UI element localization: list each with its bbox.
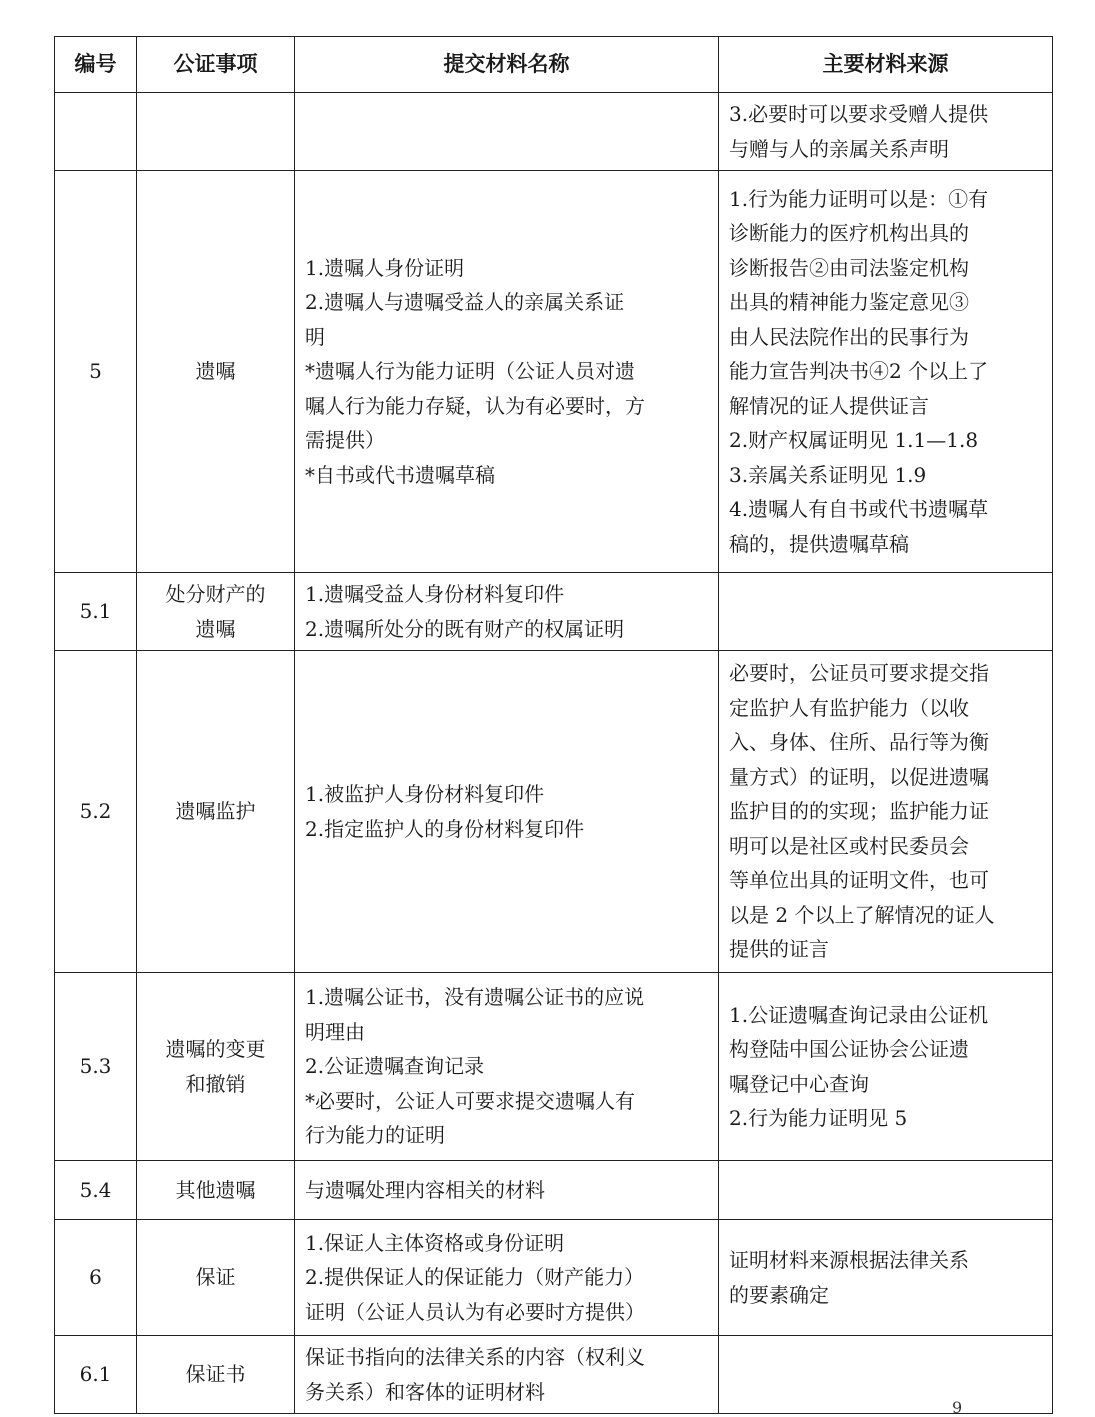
row-source bbox=[719, 1336, 1053, 1417]
source-line: 以是 2 个以上了解情况的证人 bbox=[729, 902, 995, 927]
header-notarization-item: 公证事项 bbox=[137, 37, 295, 93]
item-line: 遗嘱监护 bbox=[175, 799, 256, 824]
source-line: 定监护人有监护能力（以收 bbox=[729, 695, 969, 720]
row-source bbox=[719, 1161, 1053, 1220]
row-item bbox=[137, 1220, 295, 1336]
item-line: 处分财产的 bbox=[165, 582, 266, 606]
material-line: 明理由 bbox=[305, 1019, 365, 1044]
item-line: 其他遗嘱 bbox=[175, 1177, 256, 1202]
material-line: 行为能力的证明 bbox=[305, 1123, 445, 1148]
source-line: 构登陆中国公证协会公证遗 bbox=[729, 1037, 969, 1061]
source-line: 2.财产权属证明见 1.1—1.8 bbox=[729, 428, 979, 453]
source-line: 能力宣告判决书④2 个以上了 bbox=[729, 359, 989, 384]
table-row bbox=[55, 973, 1053, 1161]
item-line: 保证 bbox=[195, 1265, 236, 1290]
row-number: 5.4 bbox=[55, 1161, 137, 1220]
material-line: 2.公证遗嘱查询记录 bbox=[305, 1054, 485, 1079]
material-line: 2.提供保证人的保证能力（财产能力） bbox=[305, 1265, 645, 1290]
source-line: 稿的，提供遗嘱草稿 bbox=[729, 531, 909, 556]
item-line: 遗嘱的变更 bbox=[165, 1037, 266, 1061]
row-materials bbox=[295, 1220, 719, 1336]
source-line: 与赠与人的亲属关系声明 bbox=[729, 136, 949, 161]
source-line: 4.遗嘱人有自书或代书遗嘱草 bbox=[729, 497, 989, 522]
material-line: 1.遗嘱受益人身份材料复印件 bbox=[305, 582, 565, 606]
page-number: 9 bbox=[952, 1398, 963, 1417]
table-header-row bbox=[55, 37, 1053, 93]
item-line: 遗嘱 bbox=[195, 359, 236, 384]
material-line: 明 bbox=[305, 324, 325, 349]
table-row bbox=[55, 1336, 1053, 1414]
source-line: 量方式）的证明，以促进遗嘱 bbox=[729, 764, 989, 789]
source-line: 必要时，公证员可要求提交指 bbox=[729, 661, 989, 686]
row-source bbox=[719, 651, 1053, 973]
source-line: 的要素确定 bbox=[729, 1282, 829, 1307]
material-line: 务关系）和客体的证明材料 bbox=[305, 1379, 545, 1404]
row-materials bbox=[295, 973, 719, 1161]
row-item bbox=[137, 93, 295, 171]
source-line: 由人民法院作出的民事行为 bbox=[729, 324, 969, 349]
row-source bbox=[719, 93, 1053, 171]
source-line: 2.行为能力证明见 5 bbox=[729, 1106, 908, 1130]
material-line: 2.遗嘱所处分的既有财产的权属证明 bbox=[305, 616, 625, 641]
material-line: *自书或代书遗嘱草稿 bbox=[305, 462, 495, 487]
material-line: 1.被监护人身份材料复印件 bbox=[305, 782, 545, 806]
row-source bbox=[719, 573, 1053, 651]
table-row bbox=[55, 573, 1053, 651]
table-row bbox=[55, 651, 1053, 973]
row-number: 6 bbox=[55, 1220, 137, 1336]
source-line: 证明材料来源根据法律关系 bbox=[729, 1248, 969, 1272]
material-line: 与遗嘱处理内容相关的材料 bbox=[305, 1177, 545, 1202]
row-materials bbox=[295, 651, 719, 973]
item-line: 和撤销 bbox=[185, 1071, 246, 1096]
table-row bbox=[55, 93, 1053, 171]
item-line: 遗嘱 bbox=[195, 616, 236, 641]
source-line: 监护目的的实现；监护能力证 bbox=[729, 799, 989, 824]
row-materials bbox=[295, 93, 719, 171]
material-line: 2.遗嘱人与遗嘱受益人的亲属关系证 bbox=[305, 290, 625, 315]
row-item bbox=[137, 1336, 295, 1414]
header-submitted-materials: 提交材料名称 bbox=[295, 37, 719, 93]
material-line: 2.指定监护人的身份材料复印件 bbox=[305, 816, 585, 841]
material-line: 保证书指向的法律关系的内容（权利义 bbox=[305, 1345, 645, 1369]
item-line: 保证书 bbox=[185, 1362, 246, 1387]
row-number: 5.1 bbox=[55, 573, 137, 651]
notarization-materials-table bbox=[54, 36, 1053, 1417]
row-number: 6.1 bbox=[55, 1336, 137, 1414]
row-item bbox=[137, 171, 295, 573]
row-item bbox=[137, 651, 295, 973]
row-item bbox=[137, 1161, 295, 1220]
material-line: 1.保证人主体资格或身份证明 bbox=[305, 1230, 565, 1255]
row-number bbox=[55, 93, 137, 171]
source-line: 3.必要时可以要求受赠人提供 bbox=[729, 102, 989, 126]
material-line: 需提供） bbox=[305, 428, 385, 453]
row-materials bbox=[295, 573, 719, 651]
source-line: 解情况的证人提供证言 bbox=[729, 393, 929, 418]
source-line: 提供的证言 bbox=[729, 937, 829, 962]
row-source bbox=[719, 973, 1053, 1161]
material-line: 1.遗嘱人身份证明 bbox=[305, 255, 465, 280]
material-line: 证明（公证人员认为有必要时方提供） bbox=[305, 1299, 645, 1324]
material-line: *必要时，公证人可要求提交遗嘱人有 bbox=[305, 1088, 635, 1113]
row-item bbox=[137, 973, 295, 1161]
material-line: 1.遗嘱公证书，没有遗嘱公证书的应说 bbox=[305, 985, 645, 1010]
material-line: *遗嘱人行为能力证明（公证人员对遗 bbox=[305, 359, 635, 384]
row-materials bbox=[295, 171, 719, 573]
table-row bbox=[55, 1161, 1053, 1220]
source-line: 1.公证遗嘱查询记录由公证机 bbox=[729, 1002, 989, 1027]
row-item bbox=[137, 573, 295, 651]
row-number: 5.3 bbox=[55, 973, 137, 1161]
row-source bbox=[719, 171, 1053, 573]
source-line: 1.行为能力证明可以是：①有 bbox=[729, 186, 989, 211]
header-material-source: 主要材料来源 bbox=[719, 37, 1053, 93]
row-materials bbox=[295, 1336, 719, 1414]
source-line: 嘱登记中心查询 bbox=[729, 1071, 869, 1096]
source-line: 出具的精神能力鉴定意见③ bbox=[729, 290, 969, 315]
table-row bbox=[55, 171, 1053, 573]
table-row bbox=[55, 1220, 1053, 1336]
source-line: 等单位出具的证明文件，也可 bbox=[729, 868, 989, 893]
row-number: 5.2 bbox=[55, 651, 137, 973]
source-line: 明可以是社区或村民委员会 bbox=[729, 833, 969, 858]
source-line: 诊断报告②由司法鉴定机构 bbox=[729, 255, 969, 280]
header-number: 编号 bbox=[55, 37, 137, 93]
material-line: 嘱人行为能力存疑，认为有必要时，方 bbox=[305, 393, 645, 418]
row-number: 5 bbox=[55, 171, 137, 573]
source-line: 入、身体、住所、品行等为衡 bbox=[729, 730, 989, 755]
source-line: 3.亲属关系证明见 1.9 bbox=[729, 462, 927, 487]
row-materials bbox=[295, 1161, 719, 1220]
source-line: 诊断能力的医疗机构出具的 bbox=[729, 221, 969, 246]
row-source bbox=[719, 1220, 1053, 1336]
